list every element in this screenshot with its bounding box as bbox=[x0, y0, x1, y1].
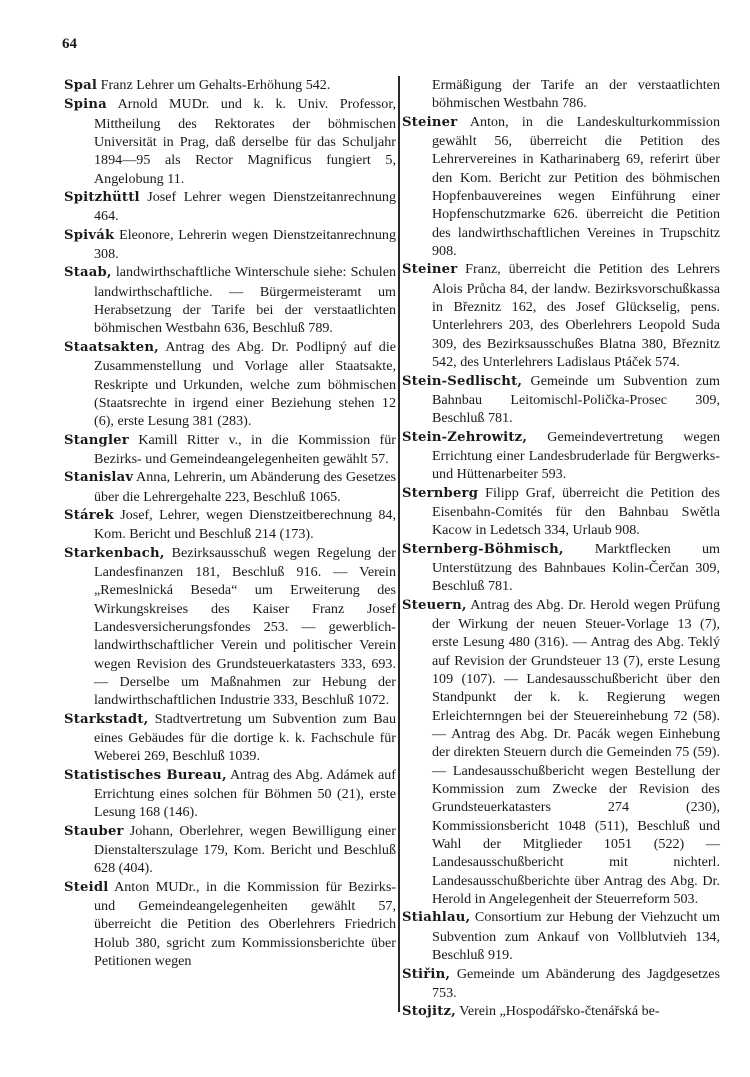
entry-headword: Stein-Zehrowitz, bbox=[402, 429, 528, 445]
entry-headword: Stauber bbox=[64, 823, 124, 839]
index-entry bbox=[64, 226, 396, 264]
index-entry bbox=[64, 188, 396, 226]
entry-text: Bezirksausschuß wegen Regelung der Landesfinanzen 181, Beschluß 916. — Verein „Remeslnická Beseda“ um Erweiterung des Wirkungskreises des Kaiser Franz Josef Landesversicherungsfondes 253. — gewerblich-landwirthschaftlicher Verein und politischer Verein wegen Revision des Grundsteuerkatasters 333, 693. — Derselbe um Maßnahmen zur Hebung der landwirthschaftlichen Industrie 333, Beschluß 1072. bbox=[94, 544, 396, 709]
index-entry bbox=[402, 908, 720, 964]
entry-headword: Stanislav bbox=[64, 470, 134, 486]
entry-text: Arnold MUDr. und k. k. Univ. Professor, Mittheilung des Rektorates der böhmischen Universität in Prag, daß derselbe für das Schuljahr 1894—95 als Rector Magnificus fungiert 5, Angelobung 11. bbox=[94, 96, 396, 187]
index-entry bbox=[402, 372, 720, 428]
entry-text: Antrag des Abg. Dr. Herold wegen Prüfung der Wirkung der neuen Steuer-Vorlage 13 (7), erste Lesung 480 (316). — Antrag des Abg. Teklý auf Revision der Grundsteuer 13 (7), erste Lesung 109 (107). — Landesausschußbericht über den Standpunkt der k. k. Regierung wegen Erleichternngen bei der Steuereinhebung 72 (58). — Antrag des Abg. Dr. Pacák wegen Einhebung der direkten Steuern durch die Gemeinden 75 (59). — Landesausschußbericht wegen Bestellung der Kommission zum Zwecke der Revision des Grundsteuerkatasters 274 (230), Kommissionsbericht 1048 (511), Beschluß und Wahl der Mitglieder 1051 (522) — Landesausschußbericht mit nichterl. Landesausschußberichte über Antrag des Abg. Dr. Herold in Angelegenheit der Steuerreform 503. bbox=[432, 596, 720, 908]
index-entry bbox=[64, 76, 396, 95]
index-entry bbox=[64, 506, 396, 544]
entry-headword: Staatsakten, bbox=[64, 339, 159, 355]
index-entry bbox=[402, 428, 720, 484]
entry-text: Gemeinde um Subvention zum Bahnbau Leitomischl-Polička-Prosec 309, Beschluß 781. bbox=[432, 372, 720, 427]
entry-headword: Spivák bbox=[64, 227, 115, 243]
entry-headword: Stangler bbox=[64, 432, 129, 448]
index-entry bbox=[64, 822, 396, 878]
entry-text: Franz, überreicht die Petition des Lehrers Alois Průcha 84, der landw. Bezirksvorschußkassa in Březnitz 162, des Josef Glückselig, pens. Unterlehrers 203, des Oberlehrers Leopold Suda 309, des Bezirksausschußes Blatna 380, Březnitz 542, des Unterlehrers Ladislaus Ptáček 574. bbox=[432, 261, 720, 371]
entry-headword: Spina bbox=[64, 97, 107, 113]
entry-text: Stadtvertretung um Subvention zum Bau eines Gebäudes für die dortige k. k. Fachschule für Weberei 269, Beschluß 1039. bbox=[94, 710, 396, 765]
entry-text: Franz Lehrer um Gehalts-Erhöhung 542. bbox=[97, 77, 331, 93]
entry-headword: Statistisches Bureau, bbox=[64, 767, 227, 783]
index-entry bbox=[64, 544, 396, 710]
index-entry bbox=[64, 710, 396, 766]
index-entry bbox=[64, 878, 396, 971]
entry-text: Eleonore, Lehrerin wegen Dienstzeitanrechnung 308. bbox=[94, 226, 396, 263]
page-number: 64 bbox=[62, 36, 77, 52]
index-entry bbox=[64, 468, 396, 506]
entry-headword: Steiner bbox=[402, 262, 458, 278]
entry-text: Antrag des Abg. Dr. Podlipný auf die Zusammenstellung und Vorlage aller Staatsakte, Reskripte und Urkunden, welche zum böhmischen (Staatsrechte in irgend einer Beziehung stehen 12 (6), erste Lesung 381 (283). bbox=[94, 338, 396, 430]
entry-headword: Starkenbach, bbox=[64, 545, 165, 561]
entry-text: Gemeindevertretung wegen Errichtung einer Landesbruderlade für Bergwerks- und Hüttenarbeiter 593. bbox=[432, 428, 720, 483]
entry-text: Gemeinde um Abänderung des Jagdgesetzes 753. bbox=[432, 965, 720, 1001]
entry-text: Josef Lehrer wegen Dienstzeitanrechnung 464. bbox=[94, 189, 396, 225]
entry-headword: Stein-Sedlischt, bbox=[402, 373, 523, 389]
continued-entry-text: Ermäßigung der Tarife an der verstaatlichten böhmischen Westbahn 786. bbox=[432, 77, 720, 112]
index-entry bbox=[64, 263, 396, 337]
entry-headword: Stárek bbox=[64, 507, 114, 523]
entry-headword: Spal bbox=[64, 78, 98, 93]
index-entry bbox=[402, 596, 720, 909]
entry-headword: Staab, bbox=[64, 265, 112, 281]
entry-text: Josef, Lehrer, wegen Dienstzeitberechnung 84, Kom. Bericht und Beschluß 214 (173). bbox=[94, 506, 396, 543]
index-entry bbox=[402, 1002, 720, 1021]
index-entry bbox=[402, 113, 720, 261]
entry-text: Marktflecken um Unterstützung des Bahnbaues Kolin-Čerčan 309, Beschluß 781. bbox=[432, 540, 720, 595]
entry-headword: Stojitz, bbox=[402, 1004, 456, 1020]
index-column-right bbox=[402, 76, 720, 1022]
index-entry bbox=[402, 260, 720, 371]
entry-text: Consortium zur Hebung der Viehzucht um Subvention zum Ankauf von Vollblutvieh 134, Beschluß 919. bbox=[432, 909, 720, 964]
entry-text: Kamill Ritter v., in die Kommission für Bezirks- und Gemeindeangelegenheiten gewählt 57. bbox=[94, 431, 396, 467]
entry-text: Antrag des Abg. Adámek auf Errichtung eines solchen für Böhmen 50 (21), erste Lesung 168 (146). bbox=[94, 766, 396, 821]
entry-text: landwirthschaftliche Winterschule siehe: Schulen landwirthschaftliche. — Bürgermeisteramt um Herabsetzung der Tarife bei der verstaatlichten böhmischen Westbahn 636, Beschluß 789. bbox=[94, 264, 396, 337]
column-divider bbox=[398, 76, 400, 1012]
entry-text: Filipp Graf, überreicht die Petition des Eisenbahn-Comités für den Bahnbau Swětla Kacow in Ledetsch 334, Urlaub 908. bbox=[432, 484, 720, 539]
index-entry bbox=[64, 766, 396, 822]
entry-headword: Spitzhüttl bbox=[64, 190, 140, 206]
entry-headword: Sternberg bbox=[402, 485, 479, 501]
index-entry bbox=[64, 338, 396, 431]
index-entry bbox=[64, 95, 396, 188]
index-entry bbox=[64, 431, 396, 469]
entry-headword: Sternberg-Böhmisch, bbox=[402, 541, 564, 557]
entry-text: Anton, in die Landeskulturkommission gewählt 56, überreicht die Petition des Lehrervereines in Katharinaberg 69, referirt über den Kom. Bericht zur Petition des böhmischen Hopfenbauvereines wegen Einführung einer Hopfenschutzmarke 626. überreicht die Petition des landwirthschaftlichen Vereines in Trupschitz 908. bbox=[432, 113, 720, 260]
entry-headword: Steuern, bbox=[402, 597, 467, 613]
entry-text: Anna, Lehrerin, um Abänderung des Gesetzes über die Lehrergehalte 223, Beschluß 1065. bbox=[94, 469, 396, 505]
index-entry bbox=[402, 965, 720, 1003]
entry-headword: Stiahlau, bbox=[402, 910, 471, 926]
entry-headword: Steiner bbox=[402, 114, 458, 130]
entry-text: Verein „Hospodářsko-čtenářská be- bbox=[455, 1003, 660, 1020]
entry-text: Johann, Oberlehrer, wegen Bewilligung einer Dienstalterszulage 179, Kom. Bericht und Beschluß 628 (404). bbox=[94, 822, 396, 877]
entry-text: Anton MUDr., in die Kommission für Bezirks- und Gemeindeangelegenheiten gewählt 57, überreicht die Petition des Oberlehrers Friedrich Holub 380, sgricht zum Kommissionsberichte über Petitionen wegen bbox=[94, 878, 396, 970]
entry-headword: Steidl bbox=[64, 879, 109, 895]
index-entry bbox=[402, 540, 720, 596]
entry-headword: Starkstadt, bbox=[64, 711, 149, 727]
entry-headword: Stiřin, bbox=[402, 966, 451, 982]
index-entry bbox=[402, 484, 720, 540]
index-column-left bbox=[64, 76, 396, 971]
